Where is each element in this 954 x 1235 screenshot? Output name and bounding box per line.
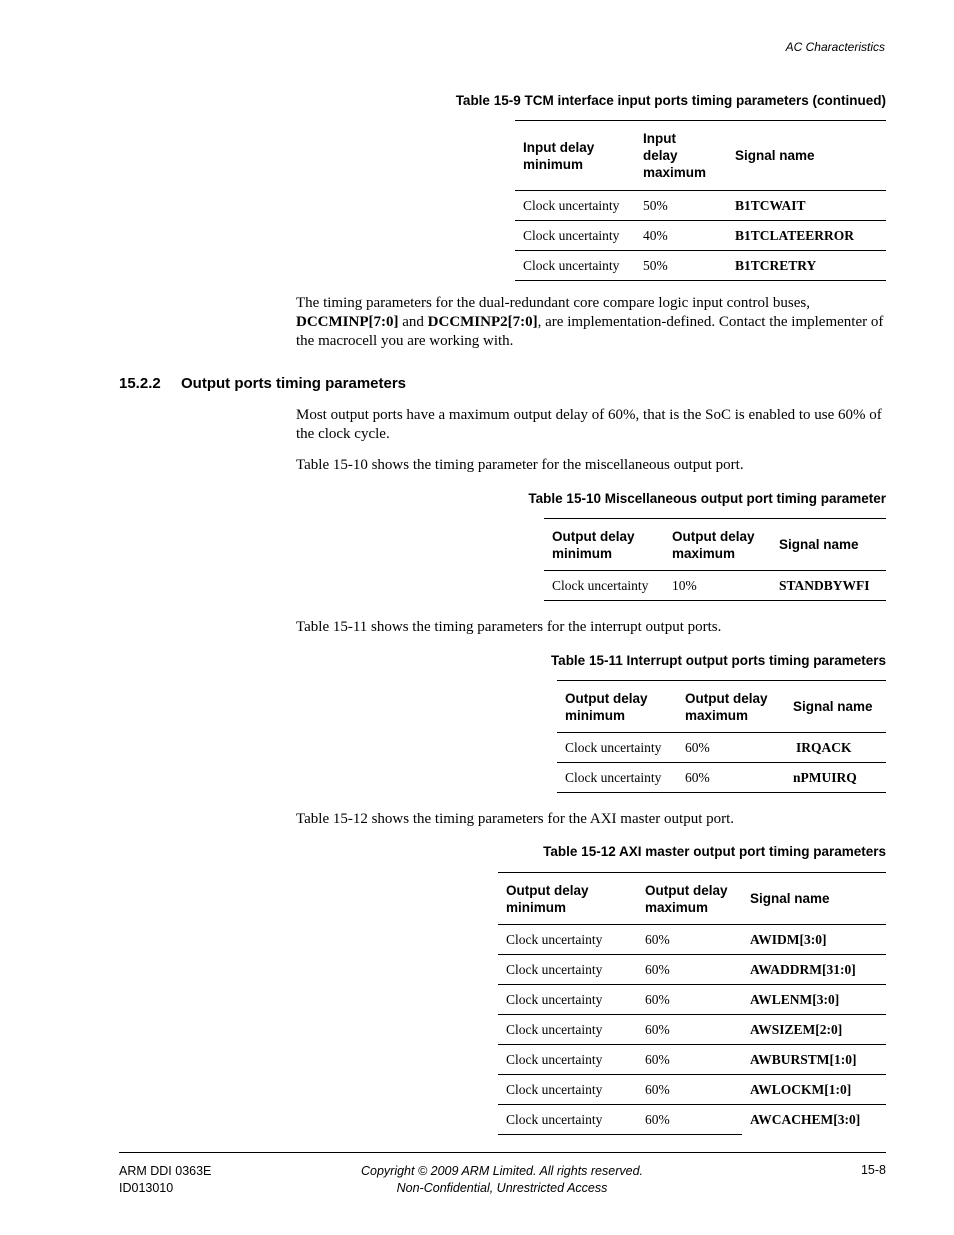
paragraph-text: The timing parameters for the dual-redundant core compare logic input control buses, xyxy=(296,295,810,311)
table-cell: 10% xyxy=(664,571,771,601)
table-cell: Clock uncertainty xyxy=(557,763,677,793)
signal-name: DCCMINP2[7:0] xyxy=(427,314,538,330)
table-cell: Clock uncertainty xyxy=(557,733,677,763)
table-cell: 60% xyxy=(637,985,742,1015)
signal-name-cell: AWSIZEM[2:0] xyxy=(742,1015,886,1045)
paragraph-output-delay: Most output ports have a maximum output delay of 60%, that is the SoC is enabled to use 60% of the clock cycle. xyxy=(296,407,882,442)
table-cell: 60% xyxy=(637,925,742,955)
copyright-notice: Copyright © 2009 ARM Limited. All rights reserved. xyxy=(360,1164,643,1178)
table-caption: Table 15-9 TCM interface input ports timing parameters (continued) xyxy=(455,93,886,108)
signal-name-cell: AWADDRM[31:0] xyxy=(742,955,886,985)
table-row xyxy=(498,1015,886,1045)
section-title: Output ports timing parameters xyxy=(181,375,407,392)
paragraph-text: , are implementation-defined. Contact the implementer of the macrocell you are working with. xyxy=(296,314,884,349)
document-number: ARM DDI 0363E xyxy=(119,1164,212,1178)
paragraph-table-12-ref: Table 15-12 shows the timing parameters for the AXI master output port. xyxy=(296,811,735,827)
table-cell: Clock uncertainty xyxy=(498,985,637,1015)
table-row xyxy=(515,191,886,221)
section-number: 15.2.2 xyxy=(119,375,161,392)
table-row xyxy=(498,1105,886,1135)
paragraph-dcc-buses xyxy=(296,294,888,351)
table-15-11 xyxy=(557,680,886,793)
table-15-10 xyxy=(544,518,886,601)
column-header: Output delay minimum xyxy=(557,681,677,733)
section-heading xyxy=(119,375,406,392)
table-cell: 50% xyxy=(635,191,727,221)
paragraph-table-10-ref: Table 15-10 shows the timing parameter for the miscellaneous output port. xyxy=(296,457,744,473)
table-cell: Clock uncertainty xyxy=(498,1075,637,1105)
table-row xyxy=(498,1045,886,1075)
column-header: Output delay maximum xyxy=(637,873,742,925)
table-row xyxy=(557,763,886,793)
table-15-9 xyxy=(515,120,886,281)
footer-rule xyxy=(119,1152,886,1153)
signal-name-cell: B1TCRETRY xyxy=(727,251,886,281)
signal-name-cell: AWIDM[3:0] xyxy=(742,925,886,955)
column-header: Output delay maximum xyxy=(664,519,771,571)
table-cell: 60% xyxy=(637,1045,742,1075)
table-cell: Clock uncertainty xyxy=(515,191,635,221)
table-cell: 60% xyxy=(637,1075,742,1105)
table-cell: Clock uncertainty xyxy=(498,1015,637,1045)
table-row xyxy=(498,955,886,985)
column-header: Signal name xyxy=(771,519,886,571)
column-header: Output delay maximum xyxy=(677,681,785,733)
table-caption: Table 15-11 Interrupt output ports timing parameters xyxy=(550,653,886,668)
signal-name-cell: IRQACK xyxy=(785,733,886,763)
table-cell: 60% xyxy=(637,1015,742,1045)
table-cell: Clock uncertainty xyxy=(498,1045,637,1075)
column-header: Input delay minimum xyxy=(515,121,635,191)
footer-center xyxy=(300,1163,704,1197)
table-cell: Clock uncertainty xyxy=(498,925,637,955)
table-caption: Table 15-12 AXI master output port timing parameters xyxy=(543,844,886,859)
table-row xyxy=(498,985,886,1015)
document-id: ID013010 xyxy=(119,1181,174,1195)
table-cell: 60% xyxy=(677,733,785,763)
column-header: Signal name xyxy=(742,873,886,925)
table-caption: Table 15-10 Miscellaneous output port timing parameter xyxy=(528,491,886,506)
table-row xyxy=(544,571,886,601)
running-header: AC Characteristics xyxy=(785,40,885,54)
table-cell: 40% xyxy=(635,221,727,251)
access-notice: Non-Confidential, Unrestricted Access xyxy=(396,1181,608,1195)
column-header: Signal name xyxy=(727,121,886,191)
signal-name-cell: nPMUIRQ xyxy=(785,763,886,793)
signal-name-cell: B1TCLATEERROR xyxy=(727,221,886,251)
table-cell: Clock uncertainty xyxy=(515,221,635,251)
table-cell: 60% xyxy=(637,1105,742,1135)
column-header: Input delay maximum xyxy=(635,121,727,191)
page-number: 15-8 xyxy=(860,1163,886,1177)
signal-name-cell: AWLOCKM[1:0] xyxy=(742,1075,886,1105)
column-header: Signal name xyxy=(785,681,886,733)
table-15-12 xyxy=(498,872,886,1135)
paragraph-text: and xyxy=(398,314,428,330)
signal-name-cell: AWCACHEM[3:0] xyxy=(750,1111,861,1127)
table-cell: Clock uncertainty xyxy=(498,955,637,985)
table-row xyxy=(557,733,886,763)
paragraph-table-11-ref: Table 15-11 shows the timing parameters for the interrupt output ports. xyxy=(296,619,722,635)
signal-name-cell: B1TCWAIT xyxy=(727,191,886,221)
signal-name-cell: AWLENM[3:0] xyxy=(742,985,886,1015)
signal-name-cell: AWBURSTM[1:0] xyxy=(742,1045,886,1075)
signal-name-cell: STANDBYWFI xyxy=(771,571,886,601)
signal-name: DCCMINP[7:0] xyxy=(296,314,399,330)
table-cell: Clock uncertainty xyxy=(544,571,664,601)
footer-left xyxy=(119,1163,211,1197)
table-cell: Clock uncertainty xyxy=(515,251,635,281)
table-row xyxy=(515,221,886,251)
table-cell: 60% xyxy=(677,763,785,793)
column-header: Output delay minimum xyxy=(544,519,664,571)
table-row xyxy=(498,925,886,955)
table-row xyxy=(498,1075,886,1105)
table-row xyxy=(515,251,886,281)
table-cell: Clock uncertainty xyxy=(498,1105,637,1135)
column-header: Output delay minimum xyxy=(498,873,637,925)
table-cell: 60% xyxy=(637,955,742,985)
table-cell: 50% xyxy=(635,251,727,281)
